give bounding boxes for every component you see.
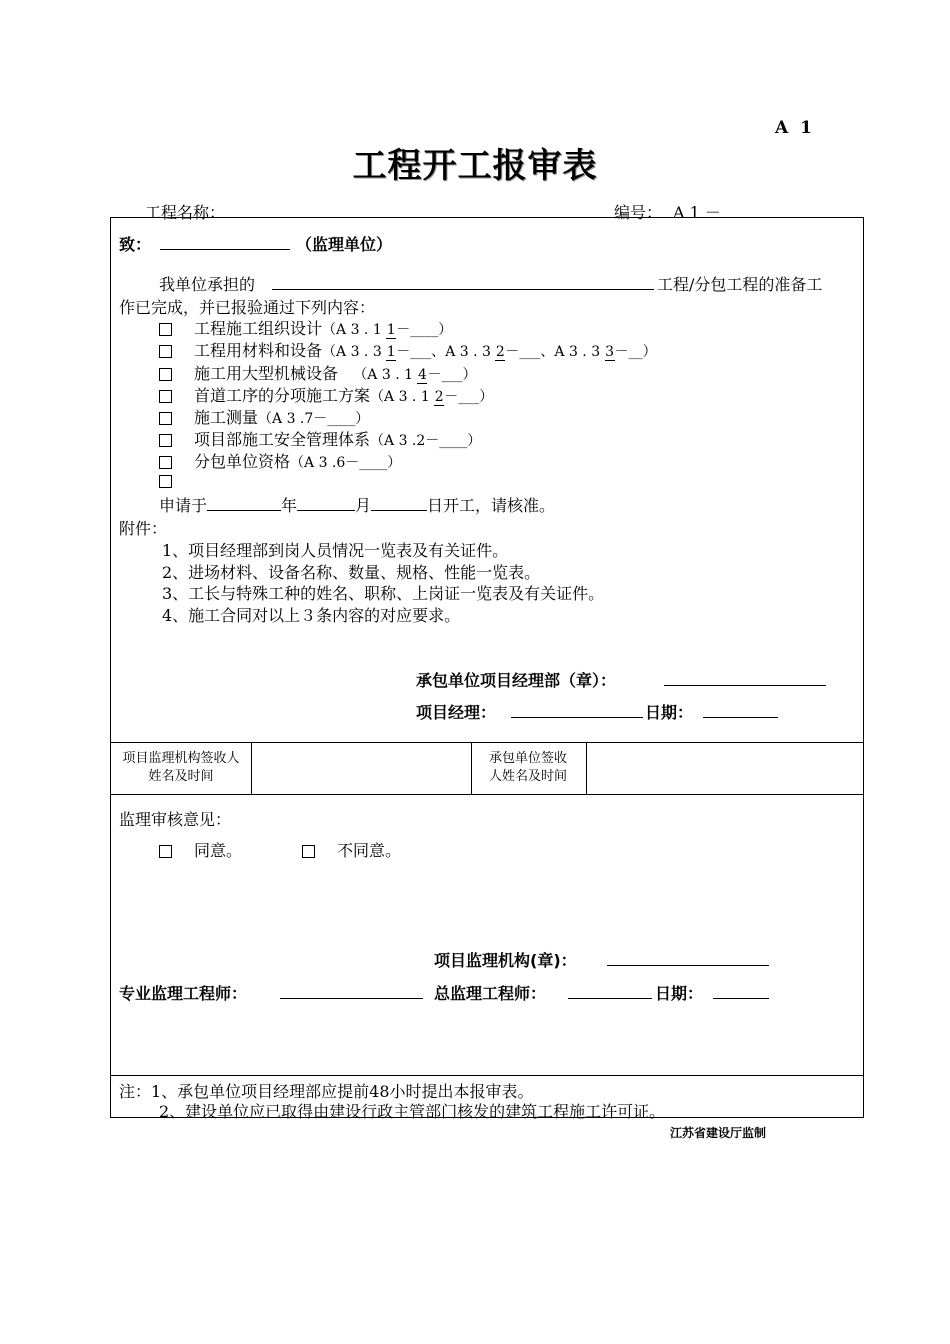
intro-text-a: 我单位承担的: [159, 275, 256, 294]
intro-text-b: 工程/分包工程的准备工: [657, 275, 823, 294]
agree-option: 同意。: [159, 838, 242, 861]
pm-date-field[interactable]: [703, 702, 778, 718]
list-item: 施工测量（A 3 .7－____）: [159, 405, 369, 428]
project-name-label: 工程名称：: [145, 203, 226, 222]
review-date-field[interactable]: [713, 983, 769, 999]
to-suffix: （监理单位）: [296, 235, 393, 254]
engineer-field[interactable]: [280, 983, 423, 999]
checkbox[interactable]: [159, 412, 172, 425]
contractor-seal-field[interactable]: [664, 670, 826, 686]
pm-label: 项目经理：: [416, 703, 497, 722]
intro-text-c: 作已完成，并已报验通过下列内容：: [119, 298, 376, 317]
checkbox[interactable]: [159, 368, 172, 381]
contractor-receiver-label: 承包单位签收 人姓名及时间: [488, 751, 567, 784]
chief-field[interactable]: [568, 983, 652, 999]
divider: [471, 742, 472, 794]
attachment-item: 3、工长与特殊工种的姓名、职称、上岗证一览表及有关证件。: [162, 584, 605, 603]
list-item: 首道工序的分项施工方案（A 3 . 1 2－___）: [159, 383, 493, 406]
note-2: 2、建设单位应已取得由建设行政主管部门核发的建筑工程施工许可证。: [159, 1102, 666, 1121]
checkbox[interactable]: [159, 434, 172, 447]
chief-label: 总监理工程师：: [434, 984, 547, 1003]
list-item: 施工用大型机械设备 （A 3 . 1 4－___）: [159, 361, 476, 384]
checkbox[interactable]: [159, 390, 172, 403]
contractor-receiver-field[interactable]: [587, 742, 863, 793]
number-label: 编号：: [614, 203, 663, 222]
note-1: 注：1、承包单位项目经理部应提前48小时提出本报审表。: [119, 1082, 534, 1101]
review-label: 监理审核意见：: [119, 810, 232, 829]
list-item: 工程用材料和设备（A 3 . 3 1－___、A 3 . 3 2－___、A 3 . 3 3－__）: [159, 338, 657, 361]
divider: [111, 794, 863, 795]
supervisor-org-label: 项目监理机构(章)：: [434, 951, 577, 970]
month-field[interactable]: [297, 495, 355, 511]
disagree-option: 不同意。: [302, 838, 401, 861]
checkbox[interactable]: [159, 475, 172, 488]
checkbox[interactable]: [159, 456, 172, 469]
number-field[interactable]: [735, 202, 785, 218]
number-value: A 1 －: [673, 203, 721, 222]
disagree-checkbox[interactable]: [302, 845, 315, 858]
page-title: 工程开工报审表: [352, 146, 598, 186]
issuer-footer: 江苏省建设厅监制: [670, 1126, 767, 1140]
form-code: A 1: [775, 118, 815, 138]
list-item: 工程施工组织设计（A 3 . 1 1－____）: [159, 316, 452, 339]
undertaken-project-field[interactable]: [272, 274, 654, 290]
supervisor-receiver-field[interactable]: [252, 742, 470, 793]
project-name-field[interactable]: [232, 202, 602, 218]
contractor-dept-label: 承包单位项目经理部（章）：: [416, 671, 617, 690]
attachment-item: 2、进场材料、设备名称、数量、规格、性能一览表。: [162, 563, 541, 582]
pm-field[interactable]: [511, 702, 643, 718]
attachments-label: 附件：: [119, 519, 168, 538]
divider: [111, 1075, 863, 1076]
supervisor-unit-field[interactable]: [160, 234, 290, 250]
agree-checkbox[interactable]: [159, 845, 172, 858]
engineer-label: 专业监理工程师：: [119, 984, 248, 1003]
supervisor-receiver-label: 项目监理机构签收人 姓名及时间: [122, 751, 240, 784]
review-date-label: 日期：: [655, 984, 704, 1003]
apply-line: 申请于 年 月 日开工，请核准。: [159, 496, 556, 515]
list-item: 分包单位资格（A 3 .6－____）: [159, 449, 401, 472]
checkbox[interactable]: [159, 345, 172, 358]
year-field[interactable]: [207, 495, 281, 511]
pm-date-label: 日期：: [645, 703, 694, 722]
checkbox[interactable]: [159, 323, 172, 336]
attachment-item: 4、施工合同对以上３条内容的对应要求。: [162, 606, 461, 625]
day-field[interactable]: [371, 495, 427, 511]
to-prefix: 致：: [119, 235, 152, 254]
list-item: 项目部施工安全管理体系（A 3 .2－____）: [159, 427, 481, 450]
list-item: [159, 471, 194, 490]
attachment-item: 1、项目经理部到岗人员情况一览表及有关证件。: [162, 541, 509, 560]
supervisor-org-field[interactable]: [607, 950, 769, 966]
